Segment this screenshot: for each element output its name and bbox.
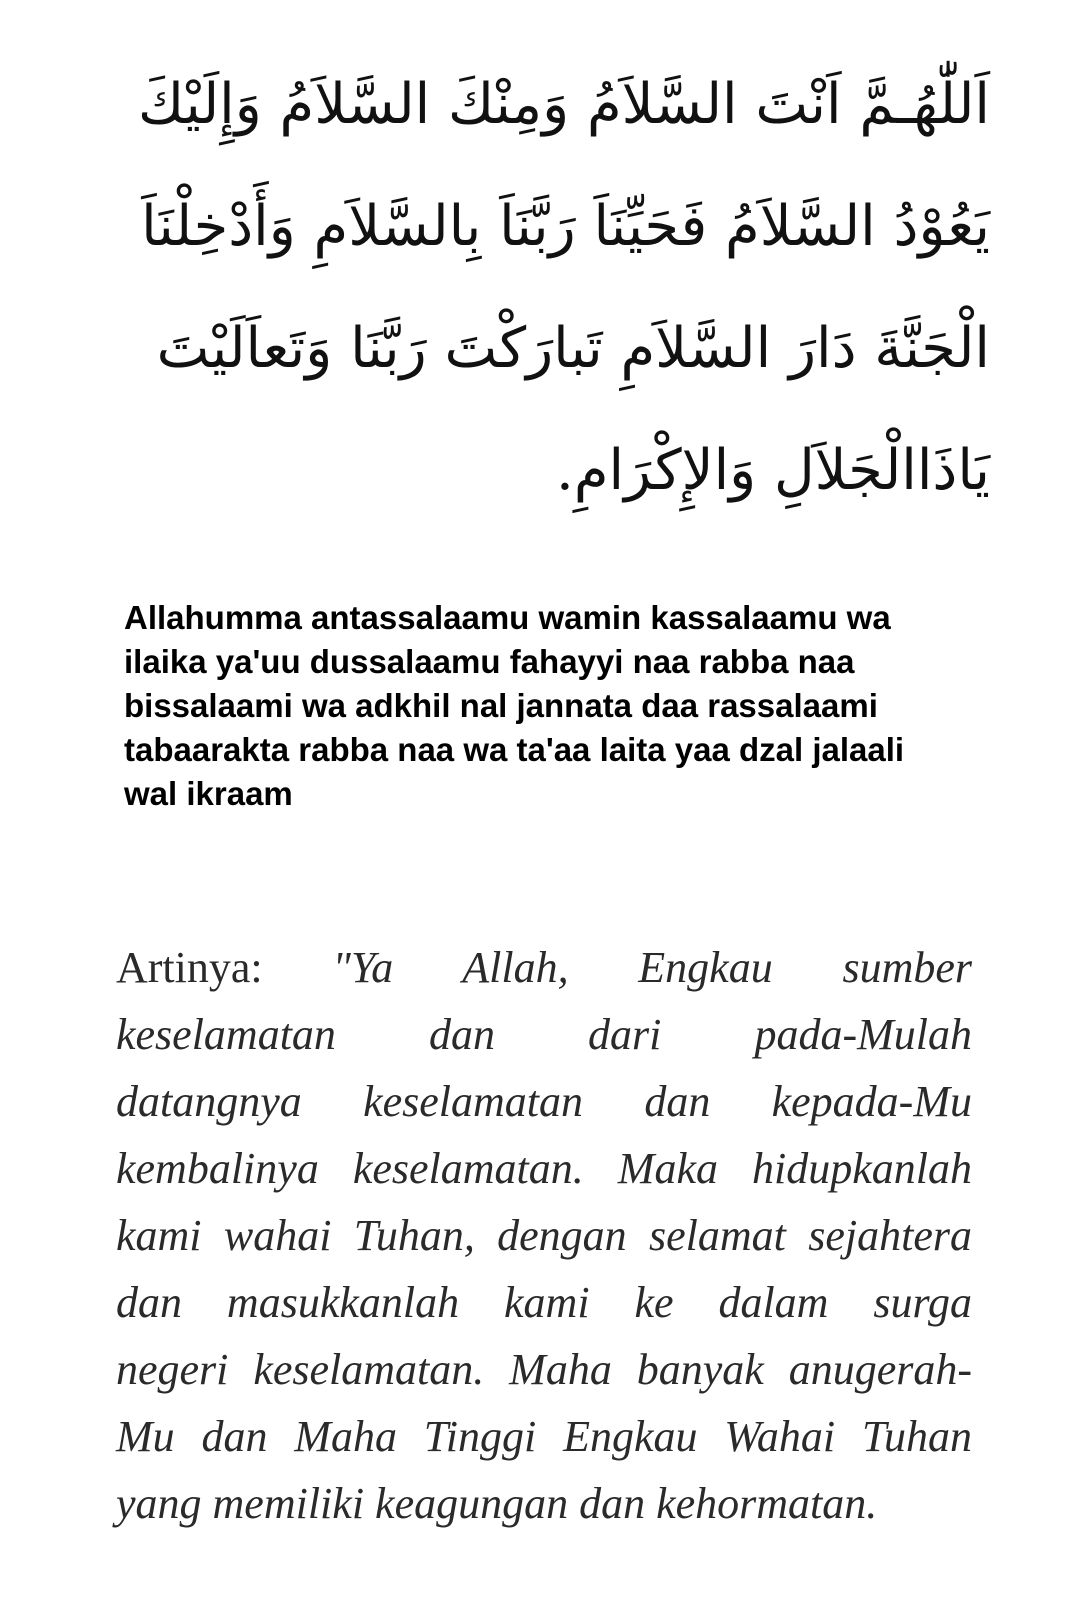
translation-line: kembalinya keselamatan. Maka hidupkanlah	[116, 1144, 972, 1193]
translation-line: keselamatan dan dari pada-Mulah	[116, 1010, 972, 1059]
transliteration-line: tabaarakta rabba naa wa ta'aa laita yaa dzal jalaali	[124, 731, 905, 768]
transliteration-line: ilaika ya'uu dussalaamu fahayyi naa rabba naa	[124, 643, 855, 680]
translation-line	[116, 934, 972, 1001]
translation-line: yang memiliki keagungan dan kehormatan.	[116, 1479, 878, 1528]
translation-opening: "Ya Allah, Engkau sumber	[332, 943, 973, 992]
arabic-line: يَاذَاالْجَلاَلِ وَالإِكْرَامِ.	[556, 438, 990, 503]
translation-line: dan masukkanlah kami ke dalam surga	[116, 1278, 972, 1327]
translation-line: datangnya keselamatan dan kepada-Mu	[116, 1077, 972, 1126]
translation-line: negeri keselamatan. Maha banyak anugerah-	[116, 1345, 972, 1394]
translation-line: Mu dan Maha Tinggi Engkau Wahai Tuhan	[116, 1412, 972, 1461]
arabic-line: الْجَنَّةَ دَارَ السَّلاَمِ تَبارَكْتَ رَبَّنَا وَتَعاَلَيْتَ	[156, 316, 990, 381]
transliteration-text	[124, 596, 984, 816]
translation-text	[116, 934, 972, 1537]
translation-line: kami wahai Tuhan, dengan selamat sejahtera	[116, 1211, 972, 1260]
arabic-line: اَللّٰهُـمَّ اَنْتَ السَّلاَمُ وَمِنْكَ السَّلاَمُ وَإِلَيْكَ	[137, 72, 990, 137]
transliteration-line: bissalaami wa adkhil nal jannata daa rassalaami	[124, 687, 878, 724]
arabic-prayer-text	[110, 70, 990, 558]
translation-label: Artinya:	[116, 943, 263, 992]
arabic-line: يَعُوْدُ السَّلاَمُ فَحَيِّنَاَ رَبَّنَاَ بِالسَّلاَمِ وَأَدْخِلْنَاَ	[141, 194, 990, 259]
transliteration-line: Allahumma antassalaamu wamin kassalaamu wa	[124, 599, 891, 636]
transliteration-line: wal ikraam	[124, 775, 293, 812]
